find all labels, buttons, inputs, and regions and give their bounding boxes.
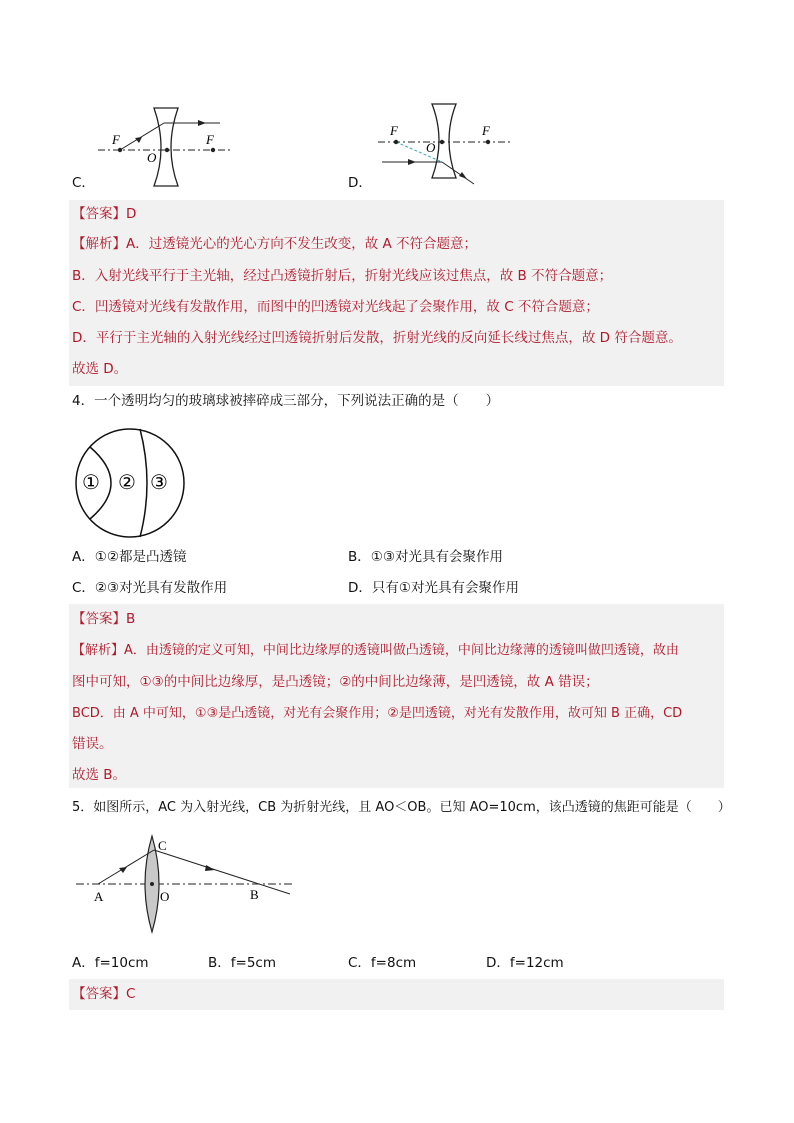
q5-answer-block [69, 979, 724, 1010]
diagram-q5-convex-lens [72, 832, 297, 938]
point-b-label: B [250, 887, 259, 902]
q3-answer-block [69, 200, 724, 386]
answer-tag: 【答案】 [72, 611, 126, 627]
q5-option-d: D．f=12cm [486, 955, 564, 971]
q4-option-b: B．①③对光具有会聚作用 [348, 549, 503, 565]
explanation-tag: 【解析】 [72, 643, 125, 658]
q4-option-c: C．②③对光具有发散作用 [72, 580, 228, 596]
label-f-left: F [390, 123, 398, 138]
q5-option-b: B．f=5cm [208, 955, 276, 971]
q4-explanation-line-2: 图中可知，①③的中间比边缘厚，是凸透镜；②的中间比边缘薄，是凹透镜，故 A 错误； [72, 674, 599, 690]
q3-explanation-line-4: D．平行于主光轴的入射光线经过凹透镜折射后发散，折射光线的反向延长线过焦点，故 D 符合题意。 [72, 330, 682, 346]
q4-option-a: A．①②都是凸透镜 [72, 549, 187, 565]
label-f-right: F [206, 132, 214, 147]
label-f-right: F [482, 123, 490, 138]
answer-value: C [126, 986, 136, 1002]
point-a-label: A [94, 889, 104, 904]
q3-explanation-line-2: B．入射光线平行于主光轴，经过凸透镜折射后，折射光线应该过焦点，故 B 不符合题意； [72, 268, 613, 284]
q4-explanation-line-5: 故选 B。 [72, 767, 127, 783]
explanation-text: A．过透镜光心的光心方向不发生改变，故 A 不符合题意； [126, 236, 478, 252]
q3-answer [72, 208, 136, 222]
answer-tag: 【答案】 [72, 206, 126, 222]
diagram-q4-glass-ball [72, 425, 188, 541]
diagram-q3-option-c [92, 100, 242, 195]
piece-1-label: ① [82, 472, 100, 494]
explanation-text: A．由透镜的定义可知，中间比边缘厚的透镜叫做凸透镜，中间比边缘薄的透镜叫做凹透镜，故由 [124, 643, 679, 658]
q4-explanation-line-4: 错误。 [72, 736, 113, 752]
q4-option-d: D．只有①对光具有会聚作用 [348, 580, 519, 596]
answer-value: B [126, 611, 136, 627]
q5-answer [72, 988, 135, 1002]
q3-explanation-line-5: 故选 D。 [72, 361, 128, 377]
explanation-tag: 【解析】 [72, 236, 126, 252]
point-c-label: C [158, 838, 167, 853]
q3-explanation-line-1 [72, 238, 477, 252]
q3-option-d-label: D． [348, 175, 372, 191]
label-f-left: F [112, 132, 120, 147]
label-o: O [147, 150, 157, 165]
q5-stem: 5．如图所示，AC 为入射光线，CB 为折射光线，且 AO＜OB。已知 AO=10cm，该凸透镜的焦距可能是（ ） [72, 800, 731, 815]
piece-3-label: ③ [150, 472, 168, 494]
q4-explanation-line-1 [72, 644, 679, 657]
q3-option-c-label: C． [72, 175, 95, 191]
q4-explanation-line-3: BCD．由 A 中可知，①③是凸透镜，对光有会聚作用；②是凹透镜，对光有发散作用，故可知 B 正确，CD [72, 706, 683, 721]
q4-stem: 4．一个透明均匀的玻璃球被摔碎成三部分，下列说法正确的是（ ） [72, 393, 500, 409]
q5-option-c: C．f=8cm [348, 955, 417, 971]
piece-2-label: ② [118, 472, 136, 494]
diagram-q3-option-d [372, 100, 522, 195]
answer-tag: 【答案】 [72, 986, 126, 1002]
q4-answer-block [69, 604, 724, 788]
point-o-label: O [160, 889, 170, 904]
answer-value: D [126, 206, 137, 222]
q4-answer [72, 613, 135, 627]
q3-explanation-line-3: C．凹透镜对光线有发散作用，而图中的凹透镜对光线起了会聚作用，故 C 不符合题意； [72, 299, 599, 315]
label-o: O [426, 140, 436, 155]
q5-option-a: A．f=10cm [72, 955, 149, 971]
